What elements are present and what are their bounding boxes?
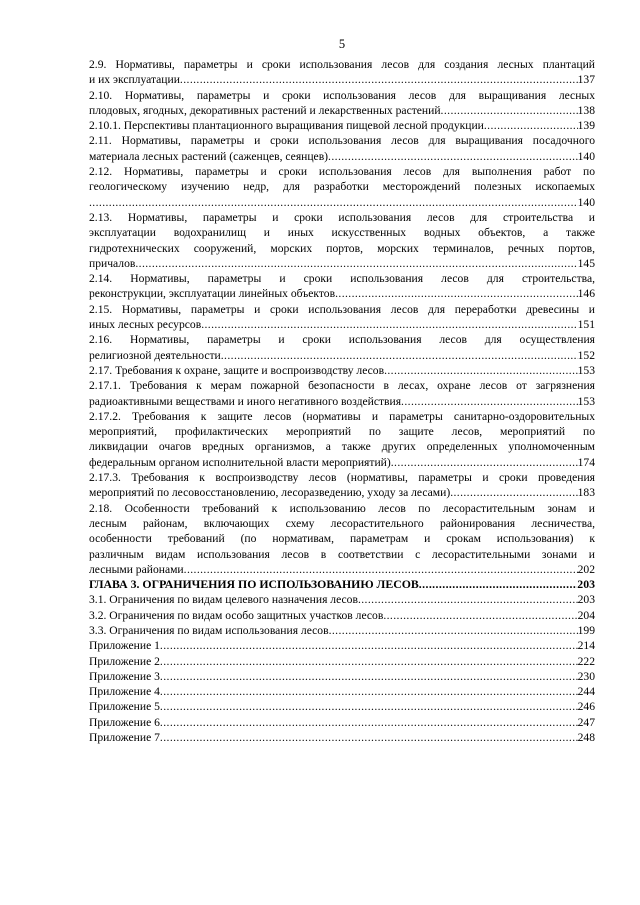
toc-entry-last-line xyxy=(89,72,595,87)
dot-leader xyxy=(329,623,578,638)
toc-entry xyxy=(89,363,595,378)
toc-entry-last-line xyxy=(89,363,595,378)
dot-leader xyxy=(441,103,578,118)
dot-leader xyxy=(160,669,578,684)
toc-entry-title: иных лесных ресурсов xyxy=(89,318,202,332)
document-page xyxy=(89,36,595,745)
toc-entry-title: 3.2. Ограничения по видам особо защитных участков лесов xyxy=(89,608,384,622)
dot-leader xyxy=(160,715,578,730)
toc-entry-title: федеральным органом исполнительной власти мероприятий) xyxy=(89,455,391,469)
toc-entry xyxy=(89,715,595,730)
toc-entry-title: Приложение 2 xyxy=(89,654,160,668)
toc-page-number: 244 xyxy=(577,685,595,699)
toc-entry-line: эксплуатации водохранилищ и иных искусственных водных объектов, а также xyxy=(89,226,595,240)
dot-leader xyxy=(328,149,578,164)
toc-entry-line: геологическому изучению недр, для разработки месторождений полезных ископаемых xyxy=(89,180,595,194)
toc-entry-last-line xyxy=(89,485,595,500)
dot-leader xyxy=(89,195,578,210)
toc-entry-title: 3.3. Ограничения по видам использования лесов xyxy=(89,623,329,637)
dot-leader xyxy=(160,638,578,653)
toc-page-number: 202 xyxy=(577,562,595,576)
toc-entry-last-line xyxy=(89,348,595,363)
dot-leader xyxy=(160,730,578,745)
toc-page-number: 203 xyxy=(577,593,595,607)
toc-entry-title: Приложение 1 xyxy=(89,639,160,653)
dot-leader xyxy=(135,256,577,271)
toc-entry xyxy=(89,577,595,592)
toc-entry-title: причалов xyxy=(89,256,136,270)
toc-page-number: 203 xyxy=(577,577,595,592)
toc-entry-last-line xyxy=(89,286,595,301)
dot-leader xyxy=(160,684,578,699)
toc-entry-title: Приложение 6 xyxy=(89,715,160,729)
toc-entry-line: 2.15. Нормативы, параметры и сроки использования лесов для переработки древесины и xyxy=(89,302,595,316)
dot-leader xyxy=(484,118,578,133)
toc-entry-title: и их эксплуатации xyxy=(89,73,180,87)
toc-entry xyxy=(89,88,595,119)
dot-leader xyxy=(383,608,577,623)
toc-entry xyxy=(89,699,595,714)
dot-leader xyxy=(160,654,578,669)
toc-entry-line: мероприятий, профилактических мероприятий по защите лесов, мероприятий по xyxy=(89,425,595,439)
dot-leader xyxy=(201,317,577,332)
toc-entry xyxy=(89,133,595,164)
dot-leader xyxy=(180,72,578,87)
toc-entry-last-line xyxy=(89,730,595,745)
toc-entry-last-line xyxy=(89,455,595,470)
dot-leader xyxy=(358,592,578,607)
toc-entry xyxy=(89,669,595,684)
toc-page-number: 146 xyxy=(577,287,595,301)
toc-entry-line: гидротехнических сооружений, морских портов, морских терминалов, речных портов, xyxy=(89,241,595,255)
toc-entry-line: 2.14. Нормативы, параметры и сроки использования лесов для строительства, xyxy=(89,272,595,286)
toc-page-number: 153 xyxy=(577,363,595,377)
toc-entry xyxy=(89,378,595,409)
toc-page-number: 153 xyxy=(577,394,595,408)
dot-leader xyxy=(335,286,578,301)
toc-page-number: 199 xyxy=(577,623,595,637)
toc-entry-last-line xyxy=(89,638,595,653)
toc-entry-last-line xyxy=(89,699,595,714)
toc-entry-title: 3.1. Ограничения по видам целевого назначения лесов xyxy=(89,593,358,607)
toc-entry-title: мероприятий по лесовосстановлению, лесоразведению, уходу за лесами) xyxy=(89,486,451,500)
toc-entry xyxy=(89,118,595,133)
toc-page-number: 145 xyxy=(577,256,595,270)
page-number: 5 xyxy=(338,37,346,51)
toc-entry-last-line xyxy=(89,669,595,684)
toc-entry-line: 2.18. Особенности требований к использованию лесов по лесорастительным зонам и xyxy=(89,501,595,515)
toc-entry-line: ликвидации очагов вредных организмов, а также других определенных уполномоченным xyxy=(89,440,595,454)
toc-entry-title: реконструкции, эксплуатации линейных объектов xyxy=(89,287,336,301)
toc-entry-title: радиоактивными веществами и иного негативного воздействия xyxy=(89,394,402,408)
toc-entry-last-line xyxy=(89,149,595,164)
dot-leader xyxy=(391,455,578,470)
dot-leader xyxy=(384,363,578,378)
toc-entry-last-line xyxy=(89,684,595,699)
toc-entry-last-line xyxy=(89,195,595,210)
toc-entry xyxy=(89,57,595,88)
dot-leader xyxy=(450,485,577,500)
toc-entry-last-line xyxy=(89,394,595,409)
toc-page-number: 222 xyxy=(577,654,595,668)
toc-entry-line: 2.17.3. Требования к воспроизводству лесов (нормативы, параметры и сроки проведения xyxy=(89,471,595,485)
toc-entry xyxy=(89,638,595,653)
toc-entry-title: 2.17. Требования к охране, защите и воспроизводству лесов xyxy=(89,363,385,377)
toc-entry-last-line xyxy=(89,577,595,592)
toc-entry-last-line xyxy=(89,623,595,638)
toc-entry-line: 2.9. Нормативы, параметры и сроки использования лесов для создания лесных плантаций xyxy=(89,58,595,71)
toc-entry xyxy=(89,623,595,638)
toc-page-number: 247 xyxy=(577,715,595,729)
toc-page-number: 183 xyxy=(577,486,595,500)
toc-entry xyxy=(89,684,595,699)
toc-entry xyxy=(89,470,595,501)
dot-leader xyxy=(184,562,578,577)
toc-page-number: 151 xyxy=(577,318,595,332)
toc-entry xyxy=(89,592,595,607)
toc-entry-title: религиозной деятельности xyxy=(89,348,221,362)
toc-entry-title: лесными районами xyxy=(89,562,184,576)
toc-page-number: 246 xyxy=(577,700,595,714)
toc-entry-line: 2.16. Нормативы, параметры и сроки использования лесов для осуществления xyxy=(89,333,595,347)
toc-entry xyxy=(89,164,595,210)
toc-page-number: 204 xyxy=(577,608,595,622)
toc-entry-line: 2.17.1. Требования к мерам пожарной безопасности в лесах, охране лесов от загрязнения xyxy=(89,379,595,393)
toc-entry-last-line xyxy=(89,118,595,133)
toc-entry-line: особенности требований (по нормативам, параметрам и срокам использования) к xyxy=(89,532,595,546)
toc-entry xyxy=(89,654,595,669)
toc-entry-title: Приложение 3 xyxy=(89,669,160,683)
toc-page-number: 214 xyxy=(577,639,595,653)
toc-page-number: 137 xyxy=(577,73,595,87)
toc-entry xyxy=(89,730,595,745)
toc-entry-title: плодовых, ягодных, декоративных растений и лекарственных растений xyxy=(89,103,441,117)
toc-entry-line: 2.12. Нормативы, параметры и сроки использования лесов для выполнения работ по xyxy=(89,165,595,179)
dot-leader xyxy=(419,577,578,592)
toc-entry-last-line xyxy=(89,654,595,669)
toc-page-number: 248 xyxy=(577,731,595,745)
toc-page-number: 140 xyxy=(577,195,595,209)
toc-entry xyxy=(89,332,595,363)
toc-entry-last-line xyxy=(89,317,595,332)
toc-entry xyxy=(89,608,595,623)
dot-leader xyxy=(221,348,578,363)
toc-entry xyxy=(89,409,595,470)
toc-entry-title: Приложение 4 xyxy=(89,685,160,699)
toc-page-number: 139 xyxy=(577,119,595,133)
toc-entry-line: 2.17.2. Требования к защите лесов (нормативы и параметры санитарно-оздоровительных xyxy=(89,409,595,423)
toc-entry xyxy=(89,501,595,577)
toc-entry xyxy=(89,271,595,302)
toc-entry-last-line xyxy=(89,103,595,118)
toc-page-number: 230 xyxy=(577,669,595,683)
toc-entry-title: 2.10.1. Перспективы плантационного выращивания пищевой лесной продукции xyxy=(89,119,484,133)
toc-entry-line: лесным районам, включающих схему лесорастительного районирования лесничества, xyxy=(89,516,595,530)
table-of-contents xyxy=(89,57,595,745)
toc-entry-last-line xyxy=(89,592,595,607)
dot-leader xyxy=(160,699,578,714)
toc-entry-line: 2.10. Нормативы, параметры и сроки использования лесов для выращивания лесных xyxy=(89,88,595,102)
toc-entry-last-line xyxy=(89,608,595,623)
toc-entry-last-line xyxy=(89,715,595,730)
toc-entry-title: ГЛАВА 3. ОГРАНИЧЕНИЯ ПО ИСПОЛЬЗОВАНИЮ ЛЕСОВ xyxy=(89,577,419,592)
toc-page-number: 152 xyxy=(577,348,595,362)
toc-entry-title: материала лесных растений (саженцев, сеянцев) xyxy=(89,149,329,163)
toc-entry-line: 2.11. Нормативы, параметры и сроки использования лесов для выращивания посадочного xyxy=(89,134,595,148)
toc-entry-title: Приложение 7 xyxy=(89,731,160,745)
toc-page-number: 138 xyxy=(577,103,595,117)
toc-page-number: 174 xyxy=(577,455,595,469)
toc-entry-title: Приложение 5 xyxy=(89,700,160,714)
toc-entry-last-line xyxy=(89,562,595,577)
toc-entry xyxy=(89,302,595,333)
toc-entry-line: 2.13. Нормативы, параметры и сроки использования лесов для строительства и xyxy=(89,210,595,224)
toc-entry-line: различным видам использования лесов в соответствии с лесорастительными зонами и xyxy=(89,547,595,561)
toc-page-number: 140 xyxy=(577,149,595,163)
toc-entry xyxy=(89,210,595,271)
dot-leader xyxy=(401,394,578,409)
toc-entry-last-line xyxy=(89,256,595,271)
